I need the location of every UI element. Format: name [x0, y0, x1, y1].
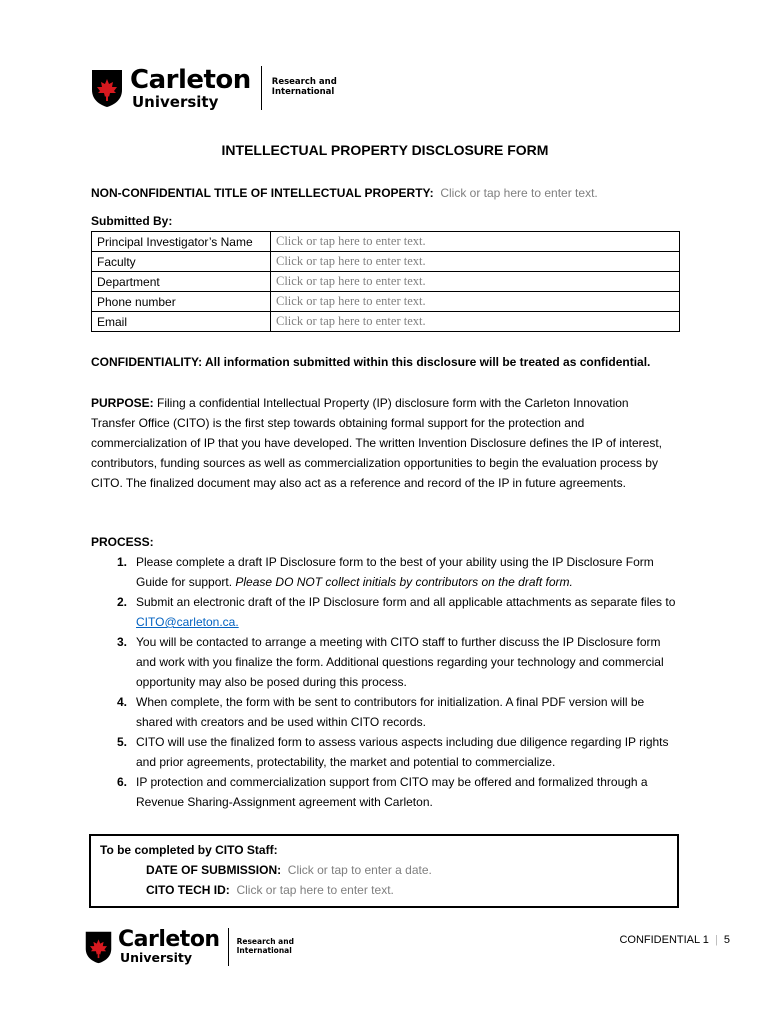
- confidentiality-statement: CONFIDENTIALITY: All information submitted within this disclosure will be treated as confidential.: [91, 355, 651, 369]
- page-number: 1: [702, 934, 709, 946]
- step-number: 3.: [116, 635, 127, 649]
- carleton-logo: [90, 66, 342, 110]
- carleton-shield-icon: [84, 930, 113, 964]
- step-number: 4.: [116, 695, 127, 709]
- logo-department: [272, 78, 342, 98]
- nonconf-title-label: NON-CONFIDENTIAL TITLE OF INTELLECTUAL PROPERTY:: [91, 186, 434, 200]
- logo-department: [237, 938, 297, 955]
- cito-tech-id-row: [146, 883, 394, 897]
- footer-separator: |: [714, 934, 718, 946]
- step-text: You will be contacted to arrange a meeting with CITO staff to further discuss the IP Disclosure form and work with you finalize the form. Additional questions regarding your technology and commercial opportunity may also be posed during this process.: [136, 635, 664, 689]
- table-row: [92, 292, 680, 312]
- step-text-body: Submit an electronic draft of the IP Disclosure form and all applicable attachments as separate files to: [136, 595, 676, 609]
- department-input[interactable]: Click or tap here to enter text.: [271, 272, 680, 292]
- step-text-italic: Please DO NOT collect initials by contributors on the draft form.: [235, 575, 573, 589]
- step-text: [136, 552, 681, 592]
- faculty-label: Faculty: [92, 252, 271, 272]
- staff-box-heading: To be completed by CITO Staff:: [100, 843, 278, 857]
- step-number: 2.: [116, 595, 127, 609]
- logo-dept-line2: International: [271, 87, 335, 97]
- submitted-by-label: Submitted By:: [91, 214, 173, 228]
- logo-divider: [228, 928, 229, 966]
- table-row: [92, 252, 680, 272]
- logo-dept-line2: International: [236, 946, 292, 955]
- purpose-paragraph: [91, 393, 671, 493]
- step-text: [136, 592, 681, 632]
- date-of-submission-label: DATE OF SUBMISSION:: [146, 863, 282, 877]
- footer-confidential: CONFIDENTIAL: [619, 934, 700, 946]
- logo-name-line1: Carleton: [130, 64, 251, 95]
- submitter-table: [91, 231, 680, 332]
- logo-name-line2: University: [132, 92, 219, 111]
- step-text: CITO will use the finalized form to assess various aspects including due diligence regarding IP rights and prior agreements, protectability, the market and potential to commercialize.: [136, 735, 669, 769]
- list-item: [91, 632, 681, 692]
- cito-tech-id-input[interactable]: Click or tap here to enter text.: [236, 883, 394, 897]
- pi-name-label: Principal Investigator’s Name: [92, 232, 271, 252]
- process-steps: [91, 552, 681, 812]
- nonconf-title-input[interactable]: Click or tap here to enter text.: [440, 186, 598, 200]
- logo-name-line2: University: [120, 950, 192, 966]
- table-row: [92, 232, 680, 252]
- phone-label: Phone number: [92, 292, 271, 312]
- process-label: PROCESS:: [91, 535, 154, 549]
- purpose-label: PURPOSE:: [91, 396, 154, 410]
- logo-name-line1: Carleton: [118, 927, 220, 953]
- phone-input[interactable]: Click or tap here to enter text.: [271, 292, 680, 312]
- step-text: When complete, the form with be sent to contributors for initialization. A final PDF version will be shared with creators and be used within CITO records.: [136, 695, 645, 729]
- logo-dept-line1: Research and: [236, 937, 294, 947]
- list-item: [91, 592, 681, 632]
- date-of-submission-row: [146, 863, 432, 877]
- list-item: [91, 732, 681, 772]
- cito-staff-box: [89, 834, 679, 908]
- logo-dept-line1: Research and: [271, 77, 337, 88]
- purpose-text: Filing a confidential Intellectual Property (IP) disclosure form with the Carleton Innovation Transfer Office (CITO) is the first step towards obtaining formal support for the protection and commercialization of IP that you have developed. The written Invention Disclosure defines the IP of interest, contributors, funding sources as well as commercialization opportunities to begin the evaluation process by CITO. The finalized document may also act as a reference and record of the IP in future agreements.: [91, 396, 662, 490]
- step-text-body: Please complete a draft IP Disclosure form to the best of your ability using the IP Disclosure Form Guide for support.: [136, 555, 654, 589]
- step-number: 6.: [116, 775, 127, 789]
- step-number: 1.: [116, 555, 127, 569]
- page-footer: [619, 934, 730, 946]
- document-title: INTELLECTUAL PROPERTY DISCLOSURE FORM: [221, 142, 549, 158]
- faculty-input[interactable]: Click or tap here to enter text.: [271, 252, 680, 272]
- email-label: Email: [92, 312, 271, 332]
- step-text: IP protection and commercialization support from CITO may be offered and formalized through a Revenue Sharing-Assignment agreement with Carleton.: [136, 775, 648, 809]
- page-total: 5: [723, 934, 730, 946]
- list-item: [91, 772, 681, 812]
- email-input[interactable]: Click or tap here to enter text.: [271, 312, 680, 332]
- date-of-submission-input[interactable]: Click or tap to enter a date.: [287, 863, 432, 877]
- cito-email-link[interactable]: CITO@carleton.ca.: [136, 615, 239, 629]
- pi-name-input[interactable]: Click or tap here to enter text.: [271, 232, 680, 252]
- table-row: [92, 312, 680, 332]
- table-row: [92, 272, 680, 292]
- nonconf-title-row: [91, 186, 598, 200]
- carleton-logo-footer: [84, 928, 297, 966]
- step-number: 5.: [116, 735, 127, 749]
- cito-tech-id-label: CITO TECH ID:: [146, 883, 230, 897]
- list-item: [91, 552, 681, 592]
- department-label: Department: [92, 272, 271, 292]
- carleton-shield-icon: [90, 68, 124, 108]
- logo-divider: [261, 66, 262, 110]
- list-item: [91, 692, 681, 732]
